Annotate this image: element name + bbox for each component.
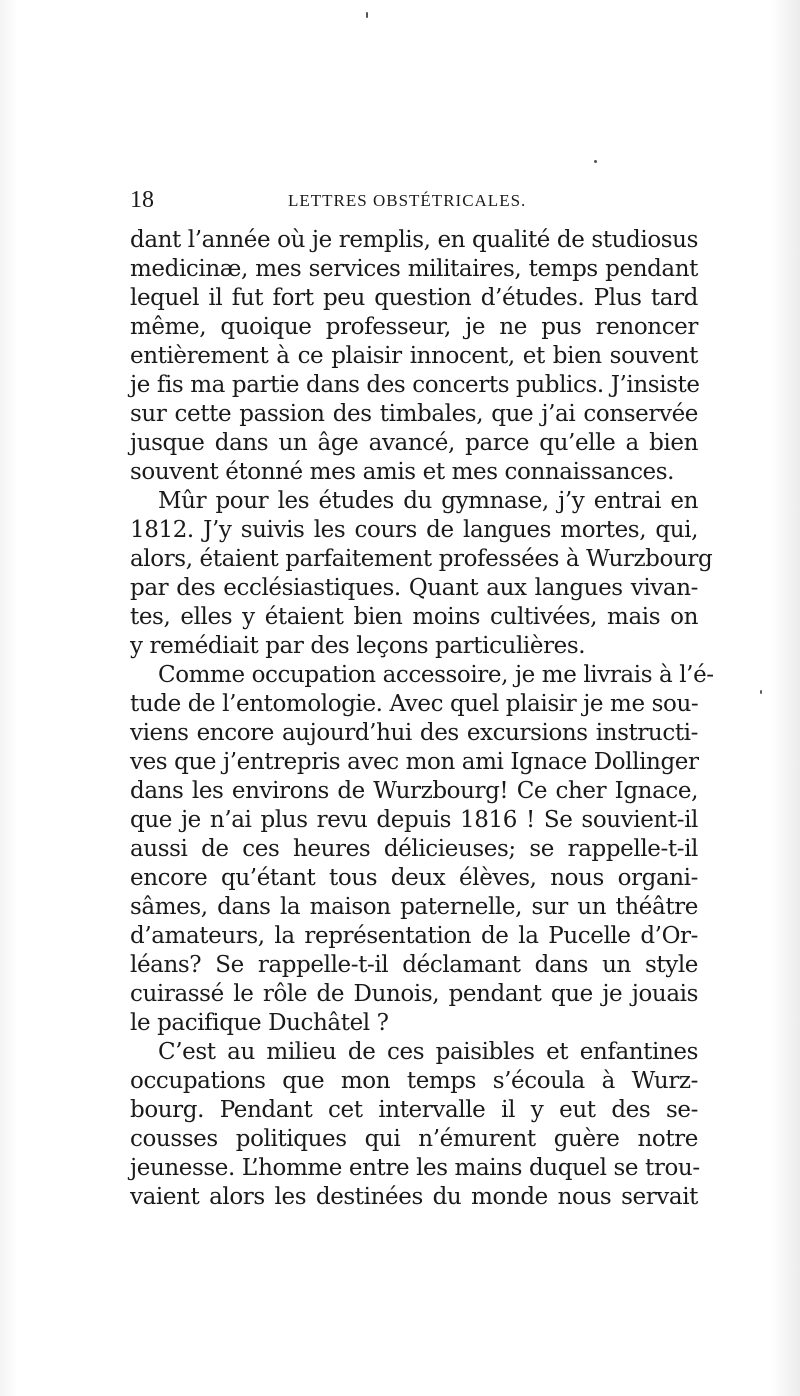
text-line: tes, elles y étaient bien moins cultivées, mais on [130, 604, 698, 630]
paper-speck [760, 690, 762, 694]
text-line: lequel il fut fort peu question d’études. Plus tard [130, 285, 698, 311]
text-line: tude de l’entomologie. Avec quel plaisir je me sou- [130, 691, 699, 717]
text-line: je fis ma partie dans des concerts publics. J’insiste [130, 372, 700, 398]
text-line: même, quoique professeur, je ne pus renoncer [130, 314, 698, 340]
text-line: jeunesse. L’homme entre les mains duquel se trou- [130, 1155, 700, 1181]
text-line: aussi de ces heures délicieuses; se rappelle-t-il [130, 836, 698, 862]
text-line: le pacifique Duchâtel ? [130, 1010, 389, 1036]
text-line: souvent étonné mes amis et mes connaissances. [130, 459, 675, 485]
text-line: sâmes, dans la maison paternelle, sur un théâtre [130, 894, 698, 920]
text-line: C’est au milieu de ces paisibles et enfantines [158, 1039, 698, 1065]
text-line: par des ecclésiastiques. Quant aux langues vivan- [130, 575, 698, 601]
page-number: 18 [130, 187, 154, 213]
text-line: occupations que mon temps s’écoula à Wurz- [130, 1068, 698, 1094]
text-line: léans? Se rappelle-t-il déclamant dans un style [130, 952, 698, 978]
text-line: Comme occupation accessoire, je me livrais à l’é- [158, 662, 714, 688]
text-line: sur cette passion des timbales, que j’ai conservée [130, 401, 698, 427]
text-line: viens encore aujourd’hui des excursions instructi- [130, 720, 698, 746]
text-line: cousses politiques qui n’émurent guère notre [130, 1126, 698, 1152]
text-line: 1812. J’y suivis les cours de langues mortes, qui, [130, 517, 698, 543]
text-line: que je n’ai plus revu depuis 1816 ! Se souvient-il [130, 807, 698, 833]
text-line: cuirassé le rôle de Dunois, pendant que je jouais [130, 981, 698, 1007]
paper-speck [366, 12, 368, 18]
text-line: jusque dans un âge avancé, parce qu’elle a bien [130, 430, 698, 456]
text-line: ves que j’entrepris avec mon ami Ignace Dollinger [130, 749, 699, 775]
text-line: dans les environs de Wurzbourg! Ce cher Ignace, [130, 778, 698, 804]
text-line: encore qu’étant tous deux élèves, nous organi- [130, 865, 698, 891]
text-line: y remédiait par des leçons particulières. [130, 633, 586, 659]
running-title: LETTRES OBSTÉTRICALES. [288, 191, 527, 210]
paper-speck [594, 160, 597, 163]
text-line: entièrement à ce plaisir innocent, et bien souvent [130, 343, 698, 369]
text-line: medicinæ, mes services militaires, temps pendant [130, 256, 698, 282]
text-line: bourg. Pendant cet intervalle il y eut des se- [130, 1097, 698, 1123]
text-line: Mûr pour les études du gymnase, j’y entrai en [158, 488, 698, 514]
page-header [130, 184, 698, 216]
text-line: vaient alors les destinées du monde nous servait [130, 1184, 698, 1210]
text-line: alors, étaient parfaitement professées à Wurzbourg [130, 546, 713, 572]
text-line: d’amateurs, la représentation de la Pucelle d’Or- [130, 923, 698, 949]
text-line: dant l’année où je remplis, en qualité de studiosus [130, 227, 698, 253]
body-text [130, 226, 714, 1212]
